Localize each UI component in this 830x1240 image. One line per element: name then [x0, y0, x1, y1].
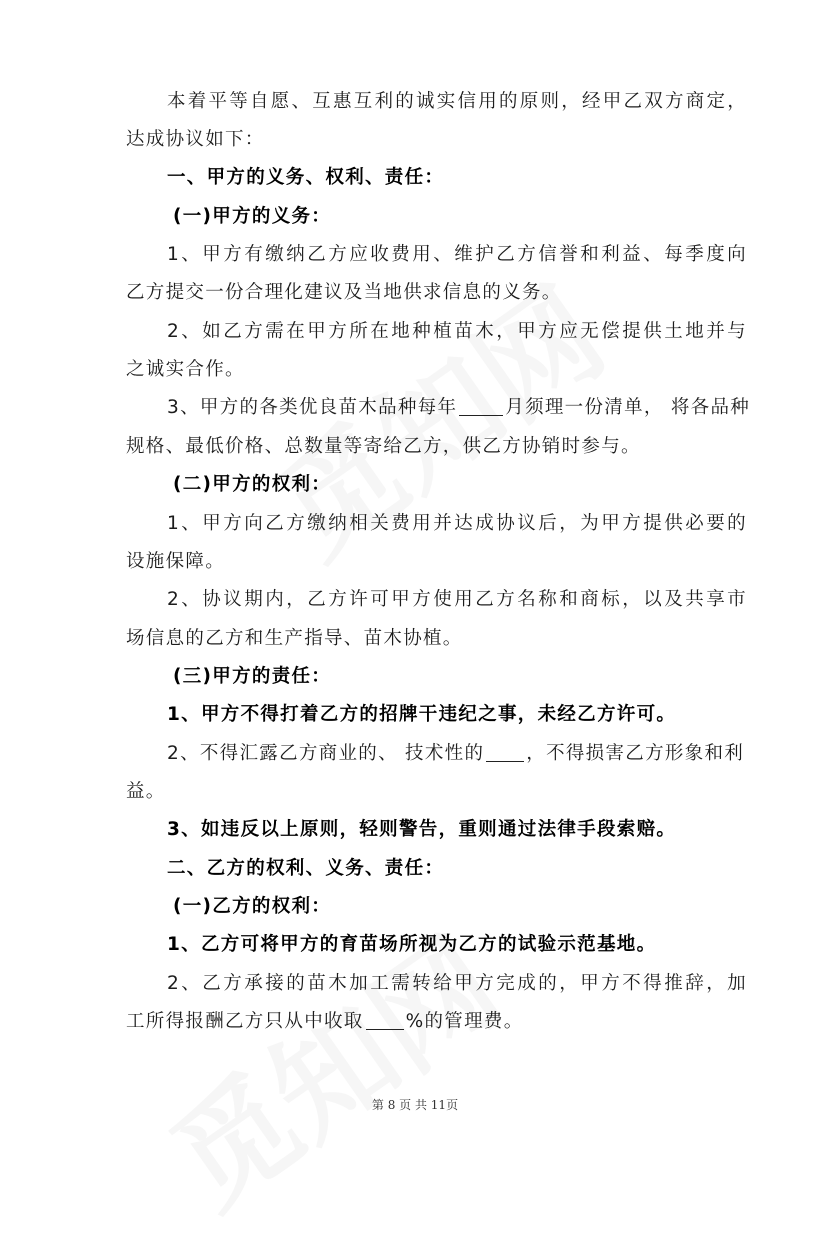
paragraph-line: 2、如乙方需在甲方所在地种植苗木，甲方应无偿提供土地并与 [167, 321, 747, 342]
paragraph-line: 乙方提交一份合理化建议及当地供求信息的义务。 [126, 282, 562, 303]
text-segment: 月须理一份清单， 将各品种 [505, 397, 751, 418]
paragraph-line: 1、甲方不得打着乙方的招牌干违纪之事，未经乙方许可。 [167, 704, 677, 725]
paragraph-line [126, 1010, 706, 1034]
paragraph-line: 场信息的乙方和生产指导、苗木协植。 [126, 628, 463, 649]
paragraph-line: 规格、最低价格、总数量等寄给乙方，供乙方协销时参与。 [126, 436, 641, 457]
subsection-heading: (二)甲方的权利： [173, 474, 332, 495]
text-segment: ，不得损害乙方形象和利 [526, 743, 745, 764]
paragraph-line: 2、乙方承接的苗木加工需转给甲方完成的，甲方不得推辞，加 [167, 973, 747, 994]
paragraph-line: 1、甲方向乙方缴纳相关费用并达成协议后，为甲方提供必要的 [167, 513, 747, 534]
paragraph-line: 2、协议期内，乙方许可甲方使用乙方名称和商标，以及共享市 [167, 589, 747, 610]
paragraph-line [167, 742, 747, 766]
paragraph-line: 达成协议如下： [126, 129, 265, 150]
paragraph-line: 之诚实合作。 [126, 359, 245, 380]
paragraph-line: 1、甲方有缴纳乙方应收费用、维护乙方信誉和利益、每季度向 [167, 244, 747, 265]
text-segment: 2、不得汇露乙方商业的、 技术性的 [167, 743, 485, 764]
section-heading: 二、乙方的权利、义务、责任： [167, 858, 445, 879]
paragraph-line: 设施保障。 [126, 551, 226, 572]
section-heading: 一、甲方的义务、权利、责任： [167, 167, 445, 188]
paragraph-line [167, 396, 751, 420]
subsection-heading: (三)甲方的责任： [173, 666, 332, 687]
fill-in-blank [366, 1011, 404, 1030]
fill-in-blank [486, 743, 524, 762]
paragraph-line: 3、如违反以上原则，轻则警告，重则通过法律手段索赔。 [167, 819, 677, 840]
paragraph-line: 1、乙方可将甲方的育苗场所视为乙方的试验示范基地。 [167, 934, 657, 955]
text-segment: 工所得报酬乙方只从中收取 [126, 1011, 364, 1032]
subsection-heading: (一)甲方的义务： [173, 206, 332, 227]
page-number: 第 8 页 共 11页 [371, 1098, 459, 1112]
text-segment: 3、甲方的各类优良苗木品种每年 [167, 397, 458, 418]
paragraph-line: 益。 [126, 781, 166, 802]
text-segment: %的管理费。 [405, 1011, 524, 1032]
subsection-heading: (一)乙方的权利： [173, 896, 332, 917]
paragraph-line: 本着平等自愿、互惠互利的诚实信用的原则，经甲乙双方商定， [167, 91, 747, 112]
fill-in-blank [459, 397, 503, 416]
